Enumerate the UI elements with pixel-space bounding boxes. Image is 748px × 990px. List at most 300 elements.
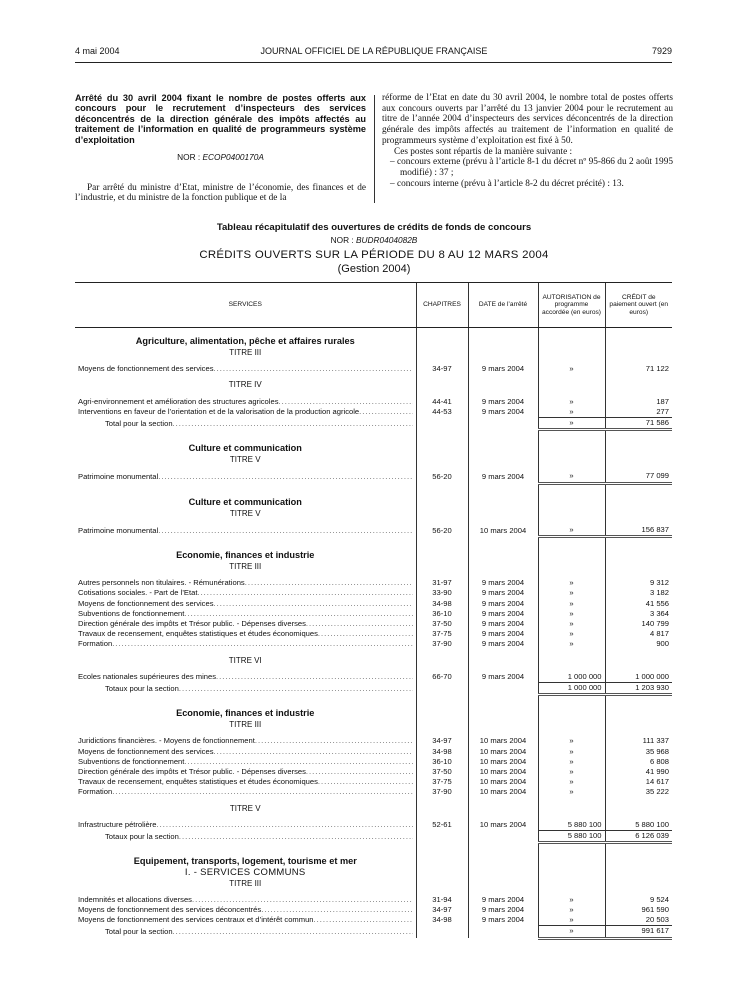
service-label: Patrimoine monumental [78, 472, 159, 482]
date-cell: 9 mars 2004 [468, 599, 538, 609]
section-title: Agriculture, alimentation, pêche et affaires rurales [135, 335, 355, 346]
service-label: Infrastructure pétrolière [78, 820, 157, 830]
service-label: Formation [78, 639, 113, 649]
credit-cell: 41 556 [605, 599, 672, 609]
concours-externe: – concours externe (prévu à l’article 8-1 du décret nº 95-866 du 2 août 1995 modifié) : 37 ; [390, 157, 673, 178]
table-row [75, 629, 672, 639]
section-title: Economie, finances et industrie [176, 549, 315, 560]
page-number: 7929 [651, 46, 672, 56]
leader-dots [157, 820, 413, 830]
column-divider [374, 95, 375, 203]
date-cell [468, 683, 538, 695]
titre-label: TITRE V [229, 508, 261, 518]
chapitre-cell: 44-53 [416, 407, 468, 418]
total-row [75, 831, 672, 843]
date-cell [468, 695, 538, 707]
date-cell [468, 509, 538, 519]
service-label: Moyens de fonctionnement des services [78, 364, 214, 374]
leader-dots [214, 364, 413, 374]
autorisation-cell: » [538, 418, 605, 430]
date-cell [468, 334, 538, 348]
credit-cell [605, 509, 672, 519]
spacer-row [75, 843, 672, 855]
leader-dots [214, 599, 413, 609]
total-row [75, 926, 672, 938]
autorisation-cell: » [538, 578, 605, 588]
credit-cell: 6 126 039 [605, 831, 672, 843]
autorisation-cell: » [538, 525, 605, 537]
autorisation-cell: » [538, 609, 605, 619]
section-heading-row [75, 495, 672, 509]
titre-label: TITRE III [229, 720, 262, 730]
service-leader [78, 767, 413, 777]
autorisation-cell [538, 455, 605, 465]
section-title: Culture et communication [188, 496, 302, 507]
service-label: Indemnités et allocations diverses [78, 894, 192, 904]
date-cell [468, 804, 538, 814]
date-cell: 9 mars 2004 [468, 639, 538, 649]
leader-dots [173, 419, 413, 429]
date-cell [468, 441, 538, 455]
chapitre-cell: 34-97 [416, 905, 468, 915]
service-label: Interventions en faveur de l’orientation et de la valorisation de la production agricole [78, 407, 360, 417]
service-cell [75, 364, 416, 374]
date-cell: 9 mars 2004 [468, 609, 538, 619]
titre-row [75, 348, 672, 358]
service-cell [75, 639, 416, 649]
service-cell [75, 895, 416, 905]
service-label: Direction générale des impôts et Trésor public. - Dépenses diverses [78, 767, 306, 777]
credit-cell: 5 880 100 [605, 820, 672, 831]
credit-cell [605, 334, 672, 348]
spacer-cell [75, 843, 416, 855]
leader-dots [261, 905, 412, 915]
date-cell [468, 537, 538, 549]
service-cell [75, 777, 416, 787]
table-row [75, 747, 672, 757]
date-cell [468, 430, 538, 442]
service-cell [75, 619, 416, 629]
chapitre-cell: 31-97 [416, 578, 468, 588]
leader-dots [158, 526, 412, 536]
tableau-heading: CRÉDITS OUVERTS SUR LA PÉRIODE DU 8 AU 12 MARS 2004 [199, 249, 549, 261]
leader-dots [112, 639, 412, 649]
credit-cell [605, 495, 672, 509]
date-cell [468, 879, 538, 889]
table-header-row [75, 283, 672, 328]
credit-cell [605, 548, 672, 562]
autorisation-cell [538, 695, 605, 707]
credit-cell [605, 562, 672, 572]
tableau-title: Tableau récapitulatif des ouvertures de crédits de fonds de concours [216, 222, 532, 233]
titre-label: TITRE III [229, 348, 262, 357]
autorisation-cell [538, 537, 605, 549]
service-leader [78, 639, 413, 649]
chapitre-cell [416, 926, 468, 938]
service-cell [75, 905, 416, 915]
autorisation-cell: » [538, 895, 605, 905]
concours-interne: – concours interne (prévu à l’article 8-2 du décret précité) : 13. [390, 178, 624, 189]
spacer-cell [75, 483, 416, 495]
chapitre-cell: 33-90 [416, 588, 468, 598]
date-cell [468, 656, 538, 666]
date-cell: 9 mars 2004 [468, 471, 538, 483]
chapitre-cell [416, 483, 468, 495]
service-label: Subventions de fonctionnement [78, 608, 185, 618]
credit-cell [605, 695, 672, 707]
titre-row [75, 455, 672, 465]
autorisation-cell: » [538, 767, 605, 777]
chapitre-cell [416, 831, 468, 843]
autorisation-cell [538, 868, 605, 878]
service-leader [78, 578, 413, 588]
spacer-cell [75, 430, 416, 442]
date-cell: 10 mars 2004 [468, 757, 538, 767]
credit-cell [605, 706, 672, 720]
date-cell [468, 843, 538, 855]
credit-cell [605, 854, 672, 868]
chapitre-cell [416, 683, 468, 695]
total-cell [75, 926, 416, 938]
service-label: Formation [78, 787, 113, 797]
autorisation-cell [538, 706, 605, 720]
table-row [75, 599, 672, 609]
service-leader [78, 672, 413, 682]
chapitre-cell [416, 656, 468, 666]
chapitre-cell [416, 537, 468, 549]
chapitre-cell [416, 380, 468, 390]
autorisation-cell [538, 843, 605, 855]
titre-row [75, 879, 672, 889]
date-cell [468, 418, 538, 430]
leader-dots [197, 588, 412, 598]
credit-cell [605, 879, 672, 889]
chapitre-cell: 52-61 [416, 820, 468, 831]
table-row [75, 895, 672, 905]
leader-dots [112, 787, 412, 797]
date-cell: 9 mars 2004 [468, 629, 538, 639]
arrete-paragraph-continued: réforme de l’Etat en date du 30 avril 2004, le nombre total de postes offerts aux concours ouverts par l’arrêté du 13 janvier 2004 pour le recrutement au titre de l’année 2004 d’inspecteurs des services déconcentrés de la direction générale des impôts affectés au traitement de l’information en qualité de programmeurs système d’exploitation est fixé à 50. [382, 93, 673, 146]
chapitre-cell: 37-75 [416, 777, 468, 787]
chapitre-cell [416, 348, 468, 358]
chapitre-cell: 37-75 [416, 629, 468, 639]
credit-cell: 156 837 [605, 525, 672, 537]
section-title: Equipement, transports, logement, tourisme et mer [133, 856, 357, 867]
service-leader [78, 609, 413, 619]
date-cell: 10 mars 2004 [468, 777, 538, 787]
autorisation-cell [538, 804, 605, 814]
header-rule [75, 62, 672, 63]
service-leader [78, 747, 413, 757]
service-cell [75, 672, 416, 683]
autorisation-cell [538, 380, 605, 390]
date-cell [468, 495, 538, 509]
table-row [75, 471, 672, 483]
date-cell: 10 mars 2004 [468, 767, 538, 777]
autorisation-cell: 5 880 100 [538, 820, 605, 831]
chapitre-cell: 37-90 [416, 639, 468, 649]
chapitre-cell [416, 804, 468, 814]
service-label: Travaux de recensement, enquêtes statistiques et études économiques [78, 629, 318, 639]
credit-cell: 991 617 [605, 926, 672, 938]
table-row [75, 820, 672, 831]
chapitre-cell: 66-70 [416, 672, 468, 683]
section-heading-row [75, 854, 672, 868]
credit-cell: 900 [605, 639, 672, 649]
autorisation-cell [538, 562, 605, 572]
service-leader [78, 915, 413, 925]
chapitre-cell: 37-90 [416, 787, 468, 797]
credit-cell: 14 617 [605, 777, 672, 787]
date-cell: 10 mars 2004 [468, 820, 538, 831]
service-leader [78, 407, 413, 417]
autorisation-cell [538, 509, 605, 519]
table-row [75, 588, 672, 598]
chapitre-cell [416, 706, 468, 720]
autorisation-cell [538, 879, 605, 889]
chapitre-cell [416, 879, 468, 889]
autorisation-cell: » [538, 471, 605, 483]
autorisation-cell: » [538, 639, 605, 649]
date-cell: 9 mars 2004 [468, 905, 538, 915]
service-cell [75, 407, 416, 418]
autorisation-cell [538, 348, 605, 358]
service-leader [78, 895, 413, 905]
col-credit: CRÉDIT de paiement ouvert (en euros) [605, 283, 672, 328]
service-cell [75, 767, 416, 777]
date-cell: 10 mars 2004 [468, 787, 538, 797]
credit-cell [605, 348, 672, 358]
chapitre-cell [416, 495, 468, 509]
table-row [75, 787, 672, 797]
credit-cell: 71 586 [605, 418, 672, 430]
total-label: Totaux pour la section [105, 683, 179, 693]
service-cell [75, 599, 416, 609]
chapitre-cell [416, 720, 468, 730]
chapitre-cell [416, 441, 468, 455]
autorisation-cell: » [538, 787, 605, 797]
titre-label: TITRE IV [228, 380, 262, 390]
autorisation-cell [538, 720, 605, 730]
service-leader [78, 588, 413, 598]
date-cell [468, 926, 538, 938]
service-leader [78, 629, 413, 639]
titre-label: I. - SERVICES COMMUNS [184, 868, 306, 879]
section-title: Economie, finances et industrie [176, 708, 315, 719]
credit-cell: 4 817 [605, 629, 672, 639]
autorisation-cell: » [538, 619, 605, 629]
tableau-subheading: (Gestion 2004) [337, 263, 411, 275]
date-cell: 9 mars 2004 [468, 619, 538, 629]
credit-cell [605, 720, 672, 730]
table-row [75, 609, 672, 619]
service-label: Juridictions financières. - Moyens de fonctionnement [78, 736, 255, 746]
credit-cell [605, 430, 672, 442]
date-cell [468, 548, 538, 562]
service-cell [75, 525, 416, 537]
table-row [75, 619, 672, 629]
service-label: Moyens de fonctionnement des services [78, 746, 214, 756]
credit-cell: 1 000 000 [605, 672, 672, 683]
service-leader [78, 397, 413, 407]
leader-dots [184, 609, 412, 619]
arrete-repartition: Ces postes sont répartis de la manière suivante : [394, 146, 573, 157]
journal-title: JOURNAL OFFICIEL DE LA RÉPUBLIQUE FRANÇAISE [260, 46, 488, 56]
chapitre-cell: 36-10 [416, 757, 468, 767]
date-cell: 9 mars 2004 [468, 588, 538, 598]
service-cell [75, 629, 416, 639]
leader-dots [318, 629, 413, 639]
total-cell [75, 418, 416, 430]
credit-cell: 41 990 [605, 767, 672, 777]
titre-row [75, 868, 672, 878]
autorisation-cell: » [538, 915, 605, 926]
credit-cell: 3 364 [605, 609, 672, 619]
autorisation-cell: 5 880 100 [538, 831, 605, 843]
spacer-row [75, 695, 672, 707]
service-leader [78, 736, 413, 746]
titre-label: TITRE VI [228, 655, 262, 665]
table-row [75, 905, 672, 915]
service-label: Moyens de fonctionnement des services [78, 598, 214, 608]
leader-dots [306, 619, 413, 629]
credit-cell: 111 337 [605, 736, 672, 746]
total-cell [75, 831, 416, 843]
service-leader [78, 599, 413, 609]
table-row [75, 736, 672, 746]
credit-cell: 6 808 [605, 757, 672, 767]
section-heading-row [75, 334, 672, 348]
leader-dots [216, 672, 412, 682]
date-cell: 9 mars 2004 [468, 397, 538, 407]
leader-dots [279, 397, 413, 407]
credit-cell [605, 804, 672, 814]
date-cell: 9 mars 2004 [468, 407, 538, 418]
chapitre-cell [416, 455, 468, 465]
date-cell [468, 831, 538, 843]
total-row [75, 683, 672, 695]
titre-row [75, 380, 672, 390]
credit-cell [605, 868, 672, 878]
section-title: Culture et communication [188, 443, 302, 454]
spacer-cell [75, 695, 416, 707]
titre-label: TITRE V [229, 803, 261, 813]
total-leader [105, 832, 413, 842]
service-cell [75, 397, 416, 407]
credit-cell [605, 656, 672, 666]
table-row [75, 777, 672, 787]
service-leader [78, 619, 413, 629]
chapitre-cell [416, 334, 468, 348]
credit-cell: 9 312 [605, 578, 672, 588]
chapitre-cell: 34-98 [416, 915, 468, 926]
service-cell [75, 757, 416, 767]
titre-label: TITRE V [229, 455, 261, 465]
leader-dots [359, 407, 412, 417]
autorisation-cell: » [538, 364, 605, 374]
date-cell [468, 720, 538, 730]
date-cell: 10 mars 2004 [468, 525, 538, 537]
tableau-nor: NOR : BUDR0404082B [330, 235, 418, 245]
titre-row [75, 804, 672, 814]
leader-dots [173, 927, 413, 937]
total-row [75, 418, 672, 430]
total-leader [105, 927, 413, 937]
date-cell [468, 348, 538, 358]
credit-cell: 3 182 [605, 588, 672, 598]
leader-dots [214, 747, 413, 757]
leader-dots [318, 777, 413, 787]
header-date: 4 mai 2004 [75, 46, 120, 56]
credit-cell: 77 099 [605, 471, 672, 483]
chapitre-cell: 56-20 [416, 471, 468, 483]
service-leader [78, 777, 413, 787]
autorisation-cell: » [538, 757, 605, 767]
titre-row [75, 656, 672, 666]
chapitre-cell [416, 854, 468, 868]
chapitre-cell: 37-50 [416, 619, 468, 629]
table-row [75, 525, 672, 537]
table-row [75, 915, 672, 926]
chapitre-cell: 37-50 [416, 767, 468, 777]
service-label: Travaux de recensement, enquêtes statistiques et études économiques [78, 777, 318, 787]
service-leader [78, 526, 413, 536]
autorisation-cell: » [538, 397, 605, 407]
service-cell [75, 915, 416, 926]
autorisation-cell: » [538, 905, 605, 915]
autorisation-cell: » [538, 629, 605, 639]
service-cell [75, 471, 416, 483]
service-cell [75, 787, 416, 797]
total-label: Total pour la section [105, 926, 173, 936]
service-leader [78, 472, 413, 482]
titre-row [75, 562, 672, 572]
date-cell: 10 mars 2004 [468, 736, 538, 746]
leader-dots [255, 736, 413, 746]
leader-dots [192, 895, 413, 905]
section-heading-row [75, 706, 672, 720]
service-leader [78, 364, 413, 374]
credits-table [75, 283, 672, 940]
credit-cell: 187 [605, 397, 672, 407]
credit-cell: 961 590 [605, 905, 672, 915]
total-cell [75, 683, 416, 695]
service-label: Ecoles nationales supérieures des mines [78, 672, 217, 682]
date-cell: 10 mars 2004 [468, 747, 538, 757]
date-cell [468, 868, 538, 878]
credit-cell [605, 380, 672, 390]
autorisation-cell: » [538, 588, 605, 598]
autorisation-cell [538, 495, 605, 509]
leader-dots [184, 757, 412, 767]
chapitre-cell [416, 695, 468, 707]
autorisation-cell [538, 334, 605, 348]
chapitre-cell: 44-41 [416, 397, 468, 407]
col-chapitres: CHAPITRES [416, 283, 468, 328]
credit-cell [605, 483, 672, 495]
total-label: Total pour la section [105, 418, 173, 428]
credit-cell: 277 [605, 407, 672, 418]
chapitre-cell [416, 418, 468, 430]
date-cell [468, 562, 538, 572]
arrete-nor: NOR : ECOP0400170A [177, 152, 264, 163]
autorisation-cell: 1 000 000 [538, 672, 605, 683]
arrete-left-column [75, 93, 366, 204]
chapitre-cell: 36-10 [416, 609, 468, 619]
chapitre-cell: 56-20 [416, 525, 468, 537]
service-label: Moyens de fonctionnement des services centraux et d’intérêt commun [78, 915, 314, 925]
credit-cell: 140 799 [605, 619, 672, 629]
